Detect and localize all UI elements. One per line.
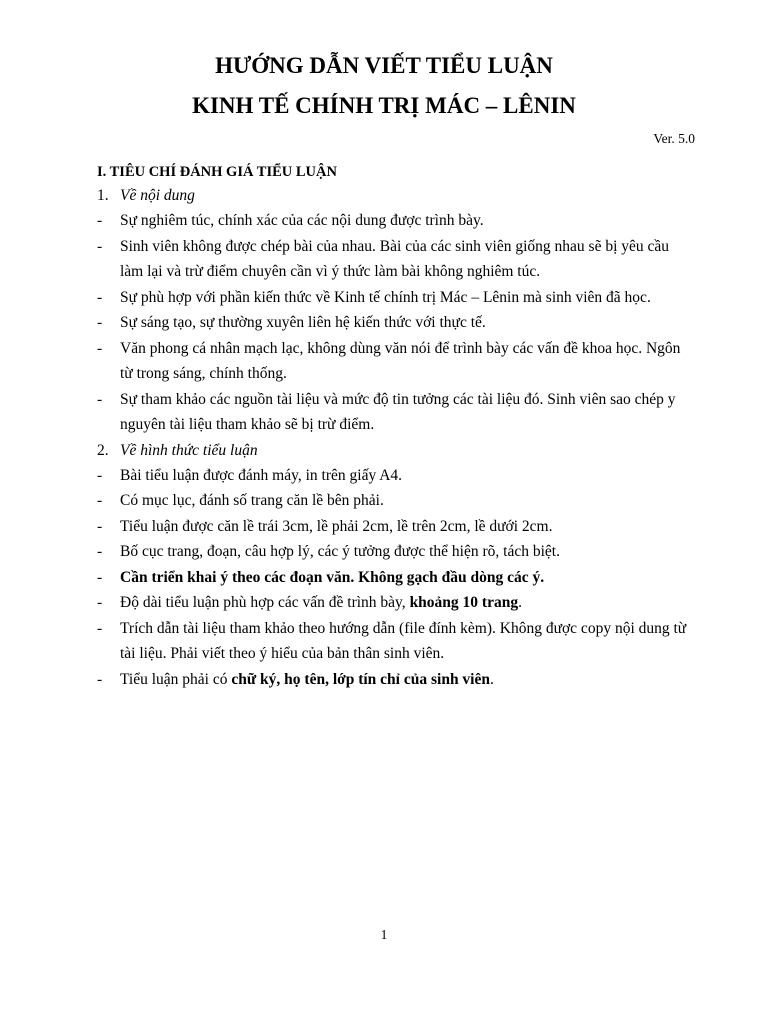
bullet-dash: - <box>97 314 103 331</box>
list-item-text: Tiểu luận phải có <box>120 670 232 688</box>
list-item-text: Văn phong cá nhân mạch lạc, không dùng văn nói để trình bày các vấn đề khoa học. Ngôn <box>120 339 681 357</box>
section-heading: I. TIÊU CHÍ ĐÁNH GIÁ TIỂU LUẬN <box>97 164 337 180</box>
list-item <box>97 670 697 696</box>
document-title-line-1: HƯỚNG DẪN VIẾT TIỂU LUẬN <box>215 53 553 78</box>
document-body <box>97 162 697 695</box>
bullet-dash: - <box>97 568 103 586</box>
bullet-dash: - <box>97 466 103 484</box>
list-item <box>97 593 697 619</box>
list-item-text-bold: khoảng 10 trang <box>409 594 519 611</box>
list-item-text-bold: Cần triển khai ý theo các đoạn văn. Không gạch đầu dòng các ý. <box>120 568 545 586</box>
subsection-title: Về hình thức tiểu luận <box>120 441 258 459</box>
list-item-line <box>120 593 697 619</box>
list-item <box>97 237 697 288</box>
list-item-text: Bố cục trang, đoạn, câu hợp lý, các ý tưởng được thể hiện rõ, tách biệt. <box>120 543 560 560</box>
bullet-dash: - <box>97 594 103 611</box>
list-item <box>97 491 697 517</box>
list-item-text-end: . <box>518 594 522 611</box>
bullet-dash: - <box>97 670 103 688</box>
bullet-dash: - <box>97 492 103 509</box>
subsection-number: 1. <box>97 187 109 204</box>
list-item <box>97 288 697 314</box>
bullet-dash: - <box>97 288 103 306</box>
page-number: 1 <box>380 927 388 942</box>
list-item-text: Sự sáng tạo, sự thường xuyên liên hệ kiến thức với thực tế. <box>120 314 486 331</box>
list-item <box>97 339 697 390</box>
list-item <box>97 390 697 441</box>
bullet-dash: - <box>97 237 103 255</box>
list-item <box>97 619 697 670</box>
subsection-heading <box>97 186 697 211</box>
bullet-dash: - <box>97 390 103 408</box>
list-item <box>97 542 697 568</box>
bullet-dash: - <box>97 212 103 229</box>
list-item-text: Sự tham khảo các nguồn tài liệu và mức độ tin tưởng các tài liệu đó. Sinh viên sao chép y <box>120 390 676 408</box>
list-item-text: Trích dẫn tài liệu tham khảo theo hướng dẫn (file đính kèm). Không được copy nội dung từ <box>120 619 687 637</box>
list-item-text: Tiểu luận được căn lề trái 3cm, lề phải 2cm, lề trên 2cm, lề dưới 2cm. <box>120 517 553 535</box>
list-item <box>97 517 697 543</box>
list-item-text: Có mục lục, đánh số trang căn lề bên phải. <box>120 492 384 509</box>
list-item-text-bold: chữ ký, họ tên, lớp tín chỉ của sinh viên <box>231 670 490 688</box>
list-item-text: Độ dài tiểu luận phù hợp các vấn đề trình bày, <box>120 594 410 611</box>
list-item <box>97 211 697 237</box>
version-label: Ver. 5.0 <box>653 131 695 146</box>
list-item-line <box>120 670 697 696</box>
list-item-text: Sự phù hợp với phần kiến thức về Kinh tế chính trị Mác – Lênin mà sinh viên đã học. <box>120 288 651 306</box>
list-item <box>97 313 697 339</box>
bullet-dash: - <box>97 517 103 535</box>
list-item-text-continued: tài liệu. Phải viết theo ý hiểu của bản thân sinh viên. <box>120 645 445 662</box>
list-item-text-continued: nguyên tài liệu tham khảo sẽ bị trừ điểm. <box>120 416 375 433</box>
list-item <box>97 466 697 492</box>
list-item-text: Sự nghiêm túc, chính xác của các nội dung được trình bày. <box>120 212 484 229</box>
list-item-text-continued: từ trong sáng, chính thống. <box>120 365 287 382</box>
bullet-dash: - <box>97 543 103 560</box>
subsection-number: 2. <box>97 441 109 459</box>
list-item-text: Bài tiểu luận được đánh máy, in trên giấy A4. <box>120 466 403 484</box>
bullet-dash: - <box>97 339 103 357</box>
list-item-text: Sinh viên không được chép bài của nhau. Bài của các sinh viên giống nhau sẽ bị yêu cầu <box>120 237 670 255</box>
bullet-dash: - <box>97 619 103 637</box>
subsection-title: Về nội dung <box>120 187 195 204</box>
list-item-text-end: . <box>490 670 494 688</box>
list-item-text-continued: làm lại và trừ điểm chuyên cần vì ý thức làm bài không nghiêm túc. <box>120 263 541 280</box>
list-item <box>97 568 697 594</box>
subsection-heading <box>97 441 697 466</box>
document-title-line-2: KINH TẾ CHÍNH TRỊ MÁC – LÊNIN <box>192 93 576 118</box>
